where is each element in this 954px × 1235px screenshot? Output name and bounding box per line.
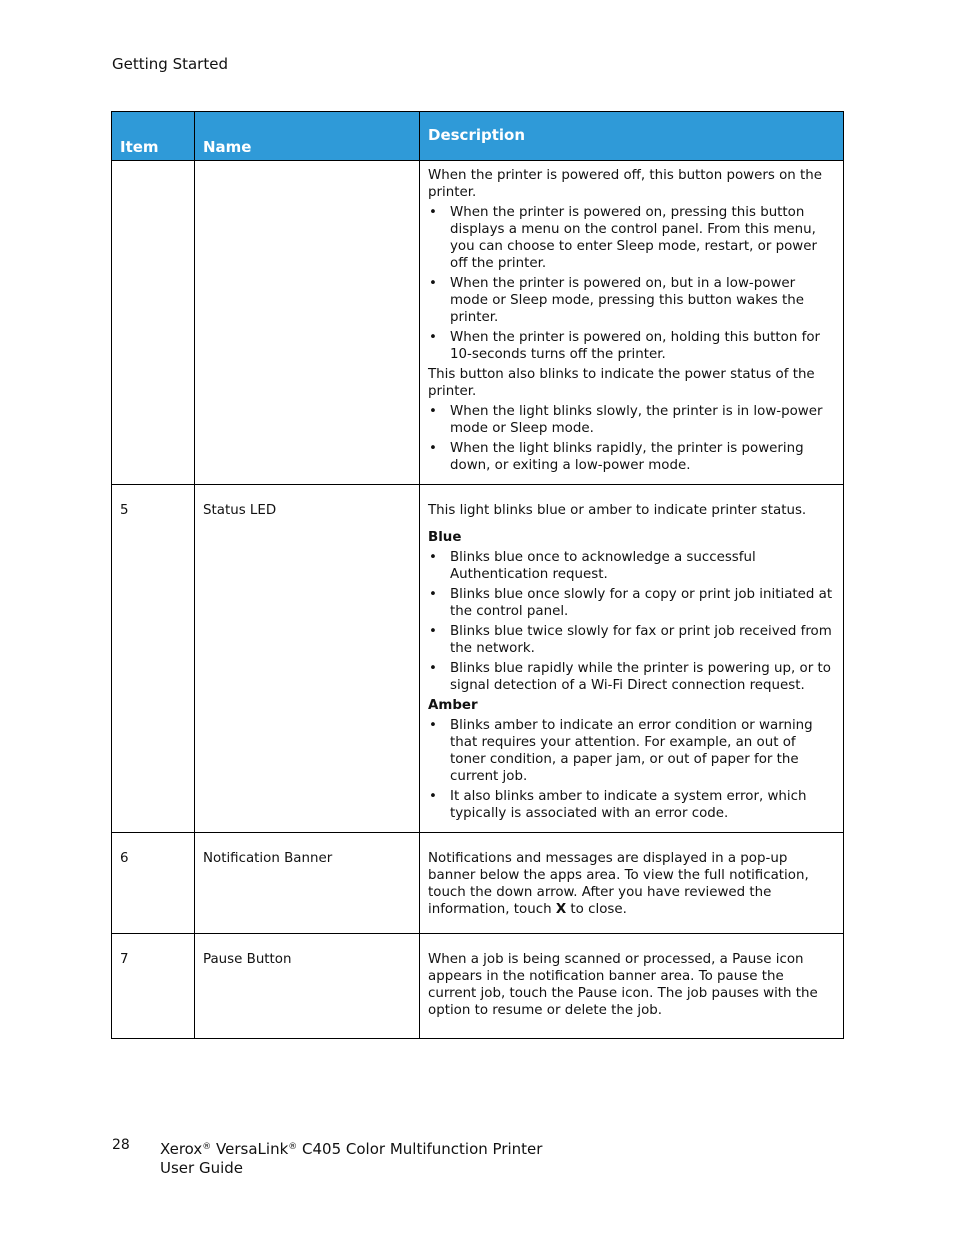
description-text-part: to close. xyxy=(566,902,627,917)
brand-name: Xerox xyxy=(160,1140,203,1158)
bullet-list xyxy=(428,717,835,822)
item-cell: 6 xyxy=(112,833,195,934)
registered-mark: ® xyxy=(288,1142,298,1152)
description-text: When a job is being scanned or processed, a Pause icon appears in the notification banner area. To pause the current job, touch the Pause icon. The job pauses with the option to resume or delete the job. xyxy=(428,952,818,1018)
list-item: • When the light blinks rapidly, the printer is powering down, or exiting a low-power mode. xyxy=(428,440,835,474)
items-table xyxy=(111,111,844,1039)
description-text: This button also blinks to indicate the power status of the printer. xyxy=(428,367,815,399)
description-text: This light blinks blue or amber to indicate printer status. xyxy=(428,503,807,518)
item-cell: 7 xyxy=(112,934,195,1039)
description-cell xyxy=(420,934,844,1039)
bullet-list xyxy=(428,549,835,694)
description-cell xyxy=(420,833,844,934)
name-cell: Notification Banner xyxy=(195,833,420,934)
item-cell xyxy=(112,161,195,485)
description-cell xyxy=(420,161,844,485)
description-text-part: Notifications and messages are displayed in a pop-up banner below the apps area. To view the full notification, touch the down arrow. After you have reviewed the information, touch xyxy=(428,851,809,917)
table-row xyxy=(112,161,844,485)
list-item: • When the printer is powered on, pressing this button displays a menu on the control panel. From this menu, you can choose to enter Sleep mode, restart, or power off the printer. xyxy=(428,204,835,272)
description-cell xyxy=(420,485,844,833)
list-item: • When the printer is powered on, but in a low-power mode or Sleep mode, pressing this button wakes the printer. xyxy=(428,275,835,326)
description-text xyxy=(428,850,835,918)
name-cell xyxy=(195,161,420,485)
page-number: 28 xyxy=(112,1137,130,1153)
amber-heading: Amber xyxy=(428,698,478,713)
table-header-row xyxy=(112,112,844,161)
list-item: • When the light blinks slowly, the printer is in low-power mode or Sleep mode. xyxy=(428,403,835,437)
column-header-item: Item xyxy=(112,112,195,161)
table-row xyxy=(112,833,844,934)
running-head: Getting Started xyxy=(112,55,228,73)
registered-mark: ® xyxy=(202,1142,212,1152)
blue-heading: Blue xyxy=(428,530,462,545)
bullet-list xyxy=(428,204,835,363)
table-row xyxy=(112,934,844,1039)
list-item: • Blinks amber to indicate an error condition or warning that requires your attention. For example, an out of toner condition, a paper jam, or out of paper for the current job. xyxy=(428,717,835,785)
list-item: • It also blinks amber to indicate a system error, which typically is associated with an error code. xyxy=(428,788,835,822)
bullet-list xyxy=(428,403,835,474)
table-row xyxy=(112,485,844,833)
product-name: VersaLink xyxy=(216,1140,289,1158)
description-text: When the printer is powered off, this button powers on the printer. xyxy=(428,168,823,200)
footer-title xyxy=(160,1138,542,1178)
item-cell: 5 xyxy=(112,485,195,833)
model-name: C405 Color Multifunction Printer xyxy=(297,1140,543,1158)
column-header-name: Name xyxy=(195,112,420,161)
close-key-label: X xyxy=(555,902,567,917)
list-item: • Blinks blue twice slowly for fax or print job received from the network. xyxy=(428,623,835,657)
column-header-description: Description xyxy=(420,112,844,161)
footer-product-line xyxy=(160,1138,542,1159)
name-cell: Status LED xyxy=(195,485,420,833)
name-cell: Pause Button xyxy=(195,934,420,1039)
list-item: • Blinks blue once slowly for a copy or print job initiated at the control panel. xyxy=(428,586,835,620)
list-item: • Blinks blue rapidly while the printer is powering up, or to signal detection of a Wi-Fi Direct connection request. xyxy=(428,660,835,694)
list-item: • When the printer is powered on, holding this button for 10-seconds turns off the printer. xyxy=(428,329,835,363)
footer-subtitle: User Guide xyxy=(160,1159,244,1177)
list-item: • Blinks blue once to acknowledge a successful Authentication request. xyxy=(428,549,835,583)
